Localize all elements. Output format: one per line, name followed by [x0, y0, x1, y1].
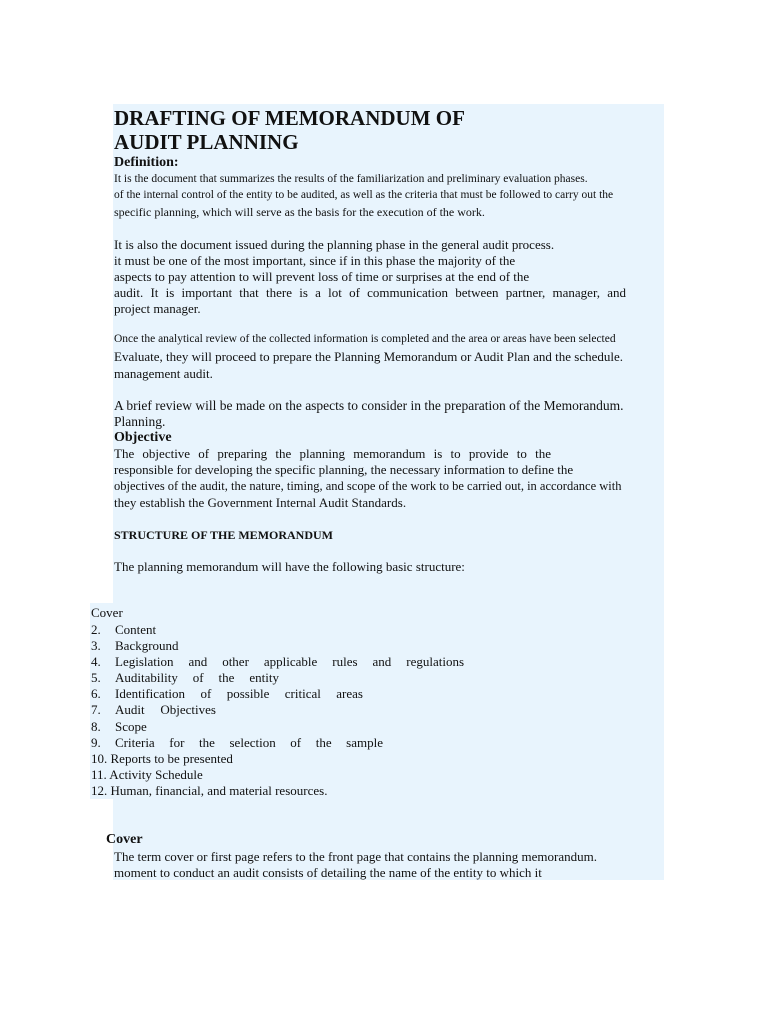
list-item-label: Identification of possible critical areas: [115, 686, 363, 701]
list-item-label: Scope: [115, 719, 147, 734]
objective-line: responsible for developing the specific planning, the necessary information to define the: [114, 462, 574, 477]
list-item: [91, 703, 216, 716]
list-item: 10. Reports to be presented: [91, 751, 233, 766]
list-item-label: Criteria for the selection of the sample: [115, 735, 383, 750]
structure-intro: The planning memorandum will have the following basic structure:: [114, 559, 465, 574]
list-item-number: 6.: [91, 686, 101, 701]
definition-p4-line: A brief review will be made on the aspects to consider in the preparation of the Memorandum.: [114, 398, 624, 413]
objective-line: objectives of the audit, the nature, timing, and scope of the work to be carried out, in accordance with: [114, 479, 622, 493]
cover-line: The term cover or first page refers to the front page that contains the planning memorandum.: [114, 849, 597, 864]
definition-p3-line: Once the analytical review of the collected information is completed and the area or areas have been selected: [114, 333, 616, 345]
definition-p4-line: Planning.: [114, 414, 166, 429]
definition-p1-line: specific planning, which will serve as the basis for the execution of the work.: [114, 205, 485, 219]
list-item: [91, 720, 147, 733]
definition-p2-line: it must be one of the most important, since if in this phase the majority of the: [114, 253, 516, 268]
list-item-cover: Cover: [91, 605, 123, 620]
list-item-number: 5.: [91, 670, 101, 685]
list-item: 11. Activity Schedule: [91, 767, 203, 782]
cover-line: moment to conduct an audit consists of detailing the name of the entity to which it: [114, 865, 542, 880]
list-item-number: 4.: [91, 654, 101, 669]
list-item: [91, 655, 464, 668]
objective-line: they establish the Government Internal Audit Standards.: [114, 495, 407, 510]
definition-p1-line: of the internal control of the entity to be audited, as well as the criteria that must be followed to carry out the: [114, 189, 614, 201]
list-item: 12. Human, financial, and material resources.: [91, 783, 328, 798]
list-item-number: 7.: [91, 702, 101, 717]
document-title-line-1: DRAFTING OF MEMORANDUM OF: [114, 106, 465, 130]
list-item: [91, 671, 279, 684]
list-item-number: 3.: [91, 638, 101, 653]
list-item-label: Background: [115, 638, 179, 653]
definition-p2-line: aspects to pay attention to will prevent loss of time or surprises at the end of the: [114, 269, 530, 284]
list-item: [91, 623, 156, 636]
definition-p1-line: It is the document that summarizes the results of the familiarization and preliminary evaluation phases.: [114, 173, 588, 185]
list-item: [91, 736, 383, 749]
definition-heading: Definition:: [114, 155, 179, 170]
list-item-label: Legislation and other applicable rules and regulations: [115, 654, 464, 669]
cover-heading: Cover: [106, 832, 143, 847]
list-item-number: 9.: [91, 735, 101, 750]
list-item-label: Audit Objectives: [115, 702, 216, 717]
definition-p3-line: Evaluate, they will proceed to prepare the Planning Memorandum or Audit Plan and the schedule.: [114, 349, 624, 364]
objective-line: The objective of preparing the planning memorandum is to provide to the: [114, 446, 551, 461]
list-item-label: Content: [115, 622, 157, 637]
list-item: [91, 687, 363, 700]
structure-heading: STRUCTURE OF THE MEMORANDUM: [114, 528, 334, 542]
definition-p3-line: management audit.: [114, 366, 213, 381]
definition-p2-line: It is also the document issued during the planning phase in the general audit process.: [114, 237, 555, 252]
list-item: [91, 639, 179, 652]
list-item-number: 8.: [91, 719, 101, 734]
document-title-line-2: AUDIT PLANNING: [114, 130, 299, 154]
objective-heading: Objective: [114, 430, 172, 445]
definition-p2-line: project manager.: [114, 301, 201, 316]
definition-p2-line: audit. It is important that there is a lot of communication between partner, manager, and: [114, 285, 626, 300]
list-item-label: Auditability of the entity: [115, 670, 279, 685]
list-item-number: 2.: [91, 622, 101, 637]
